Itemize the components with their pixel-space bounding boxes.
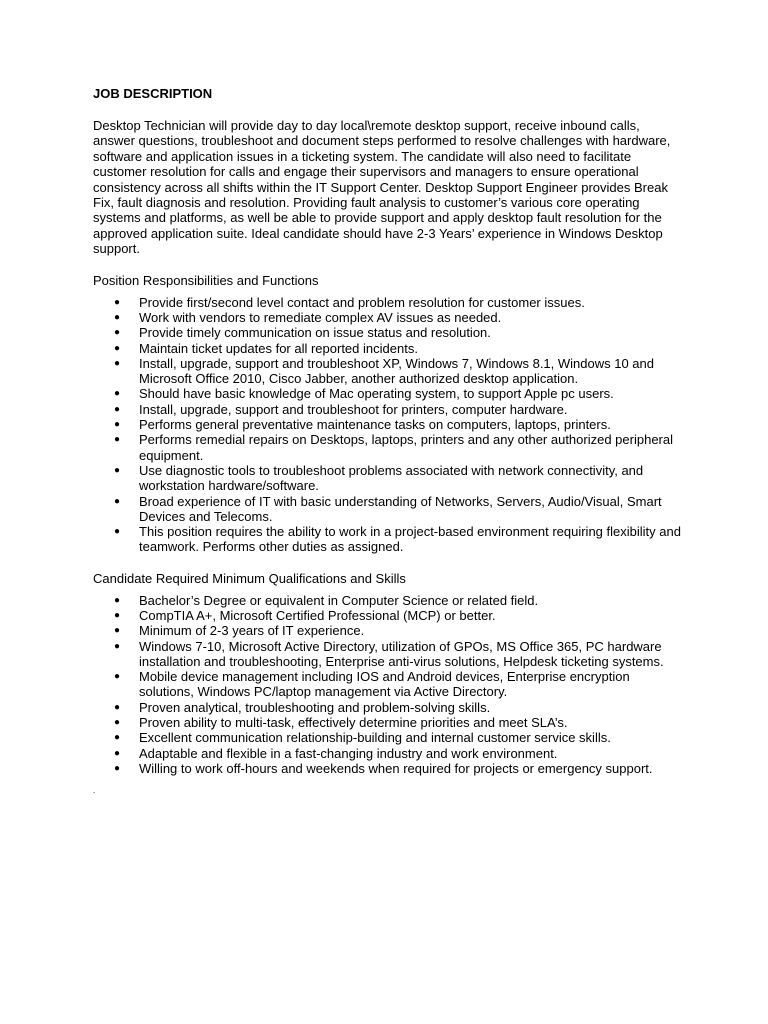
list-item [93,356,683,387]
bullet-icon: ● [114,327,121,339]
list-item [93,341,683,356]
bullet-icon: ● [114,342,121,354]
list-item [93,623,683,638]
list-item [93,494,683,525]
list-item-text: Should have basic knowledge of Mac operating system, to support Apple pc users. [139,386,614,402]
bullet-icon: ● [114,625,121,637]
list-item-text: Excellent communication relationship-building and internal customer service skills. [139,730,611,746]
list-item-text: Provide timely communication on issue status and resolution. [139,325,491,341]
list-item [93,417,683,432]
list-item [93,746,683,761]
qualifications-heading: Candidate Required Minimum Qualifications and Skills [93,570,406,586]
list-item-text: Maintain ticket updates for all reported incidents. [139,340,418,356]
list-item-text: Proven analytical, troubleshooting and problem-solving skills. [139,699,491,715]
list-item-text: Install, upgrade, support and troubleshoot XP, Windows 7, Windows 8.1, Windows 10 and Microsoft Office 2010, Cisco Jabber, another authorized desktop application. [139,355,654,387]
trailing-period: . [93,786,96,796]
bullet-icon: ● [114,357,121,369]
document-page [93,86,683,796]
bullet-icon: ● [114,610,121,621]
list-item-text: Willing to work off-hours and weekends when required for projects or emergency support. [139,760,653,776]
list-item [93,730,683,745]
list-item-text: Broad experience of IT with basic understanding of Networks, Servers, Audio/Visual, Smart Devices and Telecoms. [139,493,662,524]
list-item-text: Work with vendors to remediate complex AV issues as needed. [139,309,502,325]
list-item [93,761,683,776]
list-item [93,325,683,340]
bullet-icon: ● [114,732,121,744]
list-item [93,700,683,715]
bullet-icon: ● [114,464,121,476]
bullet-icon: ● [114,717,121,729]
list-item [93,402,683,417]
list-item-text: This position requires the ability to work in a project-based environment requiring flexibility and teamwork. Performs other duties as assigned. [139,524,681,555]
bullet-icon: ● [114,701,121,713]
list-item [93,608,683,623]
responsibilities-heading: Position Responsibilities and Functions [93,272,319,288]
bullet-icon: ● [114,403,121,415]
bullet-icon: ● [114,762,121,774]
list-item [93,593,683,608]
bullet-icon: ● [114,594,121,606]
responsibilities-list [93,295,683,555]
list-item-text: Minimum of 2-3 years of IT experience. [139,623,365,639]
bullet-icon: ● [114,640,121,652]
list-item [93,295,683,310]
bullet-icon: ● [114,671,121,683]
list-item [93,639,683,670]
qualifications-list [93,593,683,777]
list-item-text: Proven ability to multi-task, effectively determine priorities and meet SLA’s. [139,715,568,731]
list-item-text: Mobile device management including IOS and Android devices, Enterprise encryption solutions, Windows PC/laptop management via Active Directory. [139,669,630,700]
list-item-text: Provide first/second level contact and problem resolution for customer issues. [139,294,585,310]
document-title: JOB DESCRIPTION [93,86,213,101]
bullet-icon: ● [114,747,121,759]
list-item [93,386,683,401]
bullet-icon: ● [114,434,121,446]
list-item-text: CompTIA A+, Microsoft Certified Professional (MCP) or better. [139,608,496,623]
list-item [93,432,683,463]
bullet-icon: ● [114,296,121,308]
list-item [93,463,683,494]
bullet-icon: ● [114,419,121,431]
list-item-text: Bachelor’s Degree or equivalent in Computer Science or related field. [139,592,539,608]
bullet-icon: ● [114,526,121,538]
list-item-text: Performs remedial repairs on Desktops, laptops, printers and any other authorized peripheral equipment. [139,432,673,463]
bullet-icon: ● [114,311,121,323]
list-item-text: Use diagnostic tools to troubleshoot problems associated with network connectivity, and workstation hardware/software. [139,462,644,494]
list-item-text: Performs general preventative maintenance tasks on computers, laptops, printers. [139,417,611,433]
list-item-text: Adaptable and flexible in a fast-changing industry and work environment. [139,745,558,761]
job-intro-paragraph: Desktop Technician will provide day to day local\remote desktop support, receive inbound calls, answer questions, troubleshoot and document steps performed to resolve challenges with hardware, software and application issues in a ticketing system. The candidate will also need to facilitate customer resolution for calls and engage their supervisors and managers to ensure operational consistency across all shifts within the IT Support Center. Desktop Support Engineer provides Break Fix, fault diagnosis and resolution. Providing fault analysis to customer’s various core operating systems and platforms, as well be able to provide support and apply desktop fault resolution for the approved application suite. Ideal candidate should have 2-3 Years’ experience in Windows Desktop support. [93,118,671,257]
list-item [93,669,683,700]
list-item [93,715,683,730]
bullet-icon: ● [114,495,121,507]
bullet-icon: ● [114,388,121,400]
list-item [93,524,683,555]
list-item-text: Windows 7-10, Microsoft Active Directory, utilization of GPOs, MS Office 365, PC hardware installation and troubleshooting, Enterprise anti-virus solutions, Helpdesk ticketing systems. [139,638,664,669]
list-item-text: Install, upgrade, support and troubleshoot for printers, computer hardware. [139,401,568,417]
list-item [93,310,683,325]
